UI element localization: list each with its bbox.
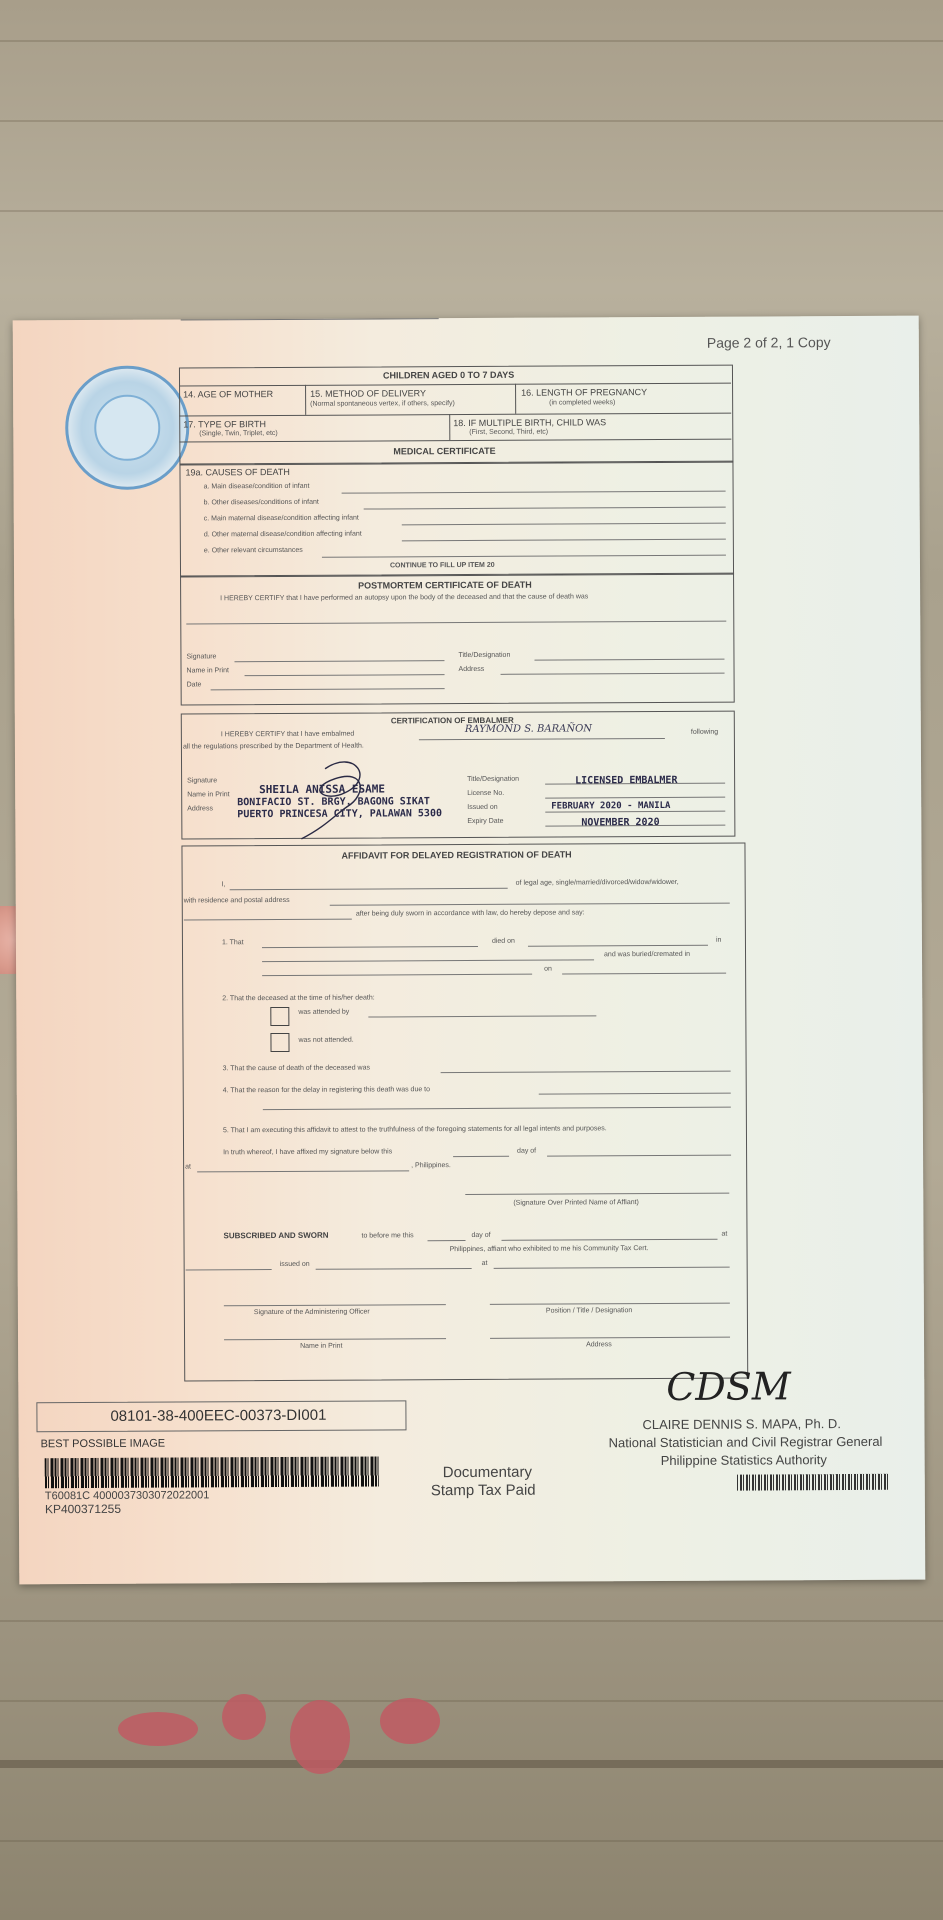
stamp-tax-line-2: Stamp Tax Paid (430, 1481, 536, 1500)
embalmer-signature-scribble (295, 748, 395, 841)
psa-seal-icon (65, 365, 190, 490)
postmortem-title: POSTMORTEM CERTIFICATE OF DEATH (358, 579, 532, 591)
method-delivery-hint: (Normal spontaneous vertex, if others, specify) (310, 400, 455, 408)
cause-item: b. Other diseases/conditions of infant (203, 498, 319, 507)
cause-item: a. Main disease/condition of infant (203, 482, 310, 491)
postmortem-name-label: Name in Print (186, 667, 229, 675)
registrar-name: CLAIRE DENNIS S. MAPA, Ph. D. (642, 1416, 841, 1433)
flower-decoration (222, 1694, 266, 1740)
embalmer-expiry-value: NOVEMBER 2020 (581, 817, 660, 829)
causes-of-death-label: 19a. CAUSES OF DEATH (185, 466, 290, 478)
affidavit-in: in (715, 936, 722, 944)
postmortem-date-label: Date (186, 681, 202, 689)
subscribed-at: at (721, 1230, 728, 1238)
registrar-signature: CDSM (666, 1364, 791, 1409)
embalmer-address-value-1: BONIFACIO ST. BRGY. BAGONG SIKAT (237, 796, 430, 809)
affidavit-day-of: day of (517, 1147, 537, 1155)
subscribed-exhibited: Philippines, affiant who exhibited to me his Community Tax Cert. (449, 1245, 649, 1254)
barcode-icon (45, 1456, 379, 1488)
affidavit-item5: 5. That I am executing this affidavit to attest to the truthfulness of the foregoing statements for all legal intents and purposes. (222, 1125, 607, 1135)
embalmer-issued-value: FEBRUARY 2020 - MANILA (551, 800, 671, 812)
small-barcode-icon (737, 1474, 889, 1491)
postmortem-address-label: Address (458, 665, 485, 674)
multiple-birth-hint: (First, Second, Third, etc) (469, 428, 549, 436)
registrar-title: National Statistician and Civil Registrar General (608, 1433, 883, 1451)
embalmed-name-value: RAYMOND S. BARAÑON (464, 723, 593, 736)
flower-decoration (380, 1698, 440, 1744)
name-in-print-label: Name in Print (300, 1342, 343, 1350)
barcode-text: T60081C 4000037303072022001 (44, 1489, 210, 1503)
embalmer-statement-doh: all the regulations prescribed by the Department of Health. (182, 742, 364, 751)
pregnancy-hint: (in completed weeks) (549, 399, 616, 407)
affidavit-not-attended: was not attended. (298, 1036, 354, 1044)
attended-checkbox[interactable] (270, 1007, 289, 1026)
postmortem-signature-label: Signature (186, 653, 217, 661)
affidavit-title: AFFIDAVIT FOR DELAYED REGISTRATION OF DEATH (341, 849, 572, 861)
multiple-birth-label: 18. IF MULTIPLE BIRTH, CHILD WAS (453, 417, 607, 429)
affidavit-at: at (185, 1163, 191, 1171)
affidavit-item1: 1. That (221, 939, 244, 947)
signature-officer-label: Signature of the Administering Officer (253, 1308, 370, 1317)
flower-decoration (290, 1700, 350, 1774)
cause-item: d. Other maternal disease/condition affecting infant (203, 530, 362, 539)
affidavit-buried: and was buried/cremated in (604, 950, 691, 959)
embalmer-issued-label: Issued on (467, 803, 498, 812)
affidavit-line-sworn: after being duly sworn in accordance with law, do hereby depose and say: (355, 909, 585, 918)
subscribed-sworn-label: SUBSCRIBED AND SWORN (223, 1230, 329, 1241)
affidavit-line-residence: with residence and postal address (183, 896, 290, 905)
type-of-birth-hint: (Single, Twin, Triplet, etc) (199, 429, 278, 438)
death-certificate-page (13, 316, 926, 1585)
postmortem-statement: I HEREBY CERTIFY that I have performed an autopsy upon the body of the deceased and that the cause of death was (220, 593, 589, 603)
continue-note: CONTINUE TO FILL UP ITEM 20 (389, 561, 495, 570)
embalmer-statement: I HEREBY CERTIFY that I have embalmed (220, 730, 355, 739)
affidavit-died-on: died on (491, 937, 515, 945)
best-possible-image-label: BEST POSSIBLE IMAGE (40, 1437, 166, 1451)
cause-item: c. Main maternal disease/condition affecting infant (203, 514, 359, 523)
control-number: 08101-38-400EEC-00373-DI001 (110, 1406, 327, 1425)
embalmer-license-label: License No. (467, 789, 505, 798)
subscribed-issued-on: issued on (279, 1260, 310, 1268)
stamp-tax-line-1: Documentary (442, 1463, 532, 1482)
position-title-label: Position / Title / Designation (545, 1307, 633, 1315)
embalmer-name-label: Name in Print (187, 791, 230, 799)
embalmer-name-value: SHEILA ANISSA ESAME (259, 782, 386, 797)
embalmer-signature-label: Signature (187, 777, 218, 785)
affidavit-item3: 3. That the cause of death of the deceased was (222, 1064, 371, 1073)
address-label: Address (586, 1341, 612, 1349)
section-header-children: CHILDREN AGED 0 TO 7 DAYS (382, 369, 515, 381)
medical-certificate-title: MEDICAL CERTIFICATE (393, 445, 496, 457)
embalmer-address-value-2: PUERTO PRINCESA CITY, PALAWAN 5300 (237, 808, 443, 821)
method-delivery-label: 15. METHOD OF DELIVERY (310, 388, 426, 399)
postmortem-section (180, 573, 735, 706)
embalmer-expiry-label: Expiry Date (467, 817, 504, 826)
embalmer-title-value: LICENSED EMBALMER (575, 774, 678, 787)
pregnancy-label: 16. LENGTH OF PREGNANCY (521, 387, 648, 398)
kp-number: KP400371255 (44, 1501, 122, 1517)
page-label: Page 2 of 2, 1 Copy (706, 334, 831, 351)
affidavit-philippines: , Philippines. (411, 1162, 451, 1170)
affidavit-line-civil-status: of legal age, single/married/divorced/widow/widower, (515, 878, 679, 887)
affidavit-item4: 4. That the reason for the delay in registering this death was due to (222, 1086, 431, 1095)
type-of-birth-label: 17. TYPE OF BIRTH (183, 419, 266, 430)
flower-decoration (118, 1712, 198, 1746)
embalmer-title-designation-label: Title/Designation (467, 775, 520, 784)
not-attended-checkbox[interactable] (270, 1033, 289, 1052)
subscribed-issued-at: at (481, 1259, 488, 1267)
affidavit-truth: In truth whereof, I have affixed my signature below this (223, 1148, 393, 1157)
subscribed-to-before: to before me this (361, 1232, 414, 1240)
embalmer-address-label: Address (187, 805, 213, 813)
age-of-mother-label: 14. AGE OF MOTHER (183, 389, 274, 400)
postmortem-title-label: Title/Designation (458, 651, 511, 660)
affidavit-on: on (544, 965, 552, 973)
affidavit-attended: was attended by (298, 1008, 350, 1016)
affidavit-section (181, 843, 748, 1382)
cause-item: e. Other relevant circumstances (203, 546, 303, 555)
affidavit-item2: 2. That the deceased at the time of his/her death: (222, 994, 375, 1003)
affidavit-line-i: I, (221, 881, 226, 889)
subscribed-day-of: day of (471, 1231, 491, 1239)
registrar-org: Philippine Statistics Authority (660, 1452, 827, 1469)
embalmer-title: CERTIFICATION OF EMBALMER (390, 715, 514, 726)
embalmer-statement-following: following (690, 728, 719, 736)
affidavit-sig-affiant: (Signature Over Printed Name of Affiant) (513, 1199, 639, 1207)
